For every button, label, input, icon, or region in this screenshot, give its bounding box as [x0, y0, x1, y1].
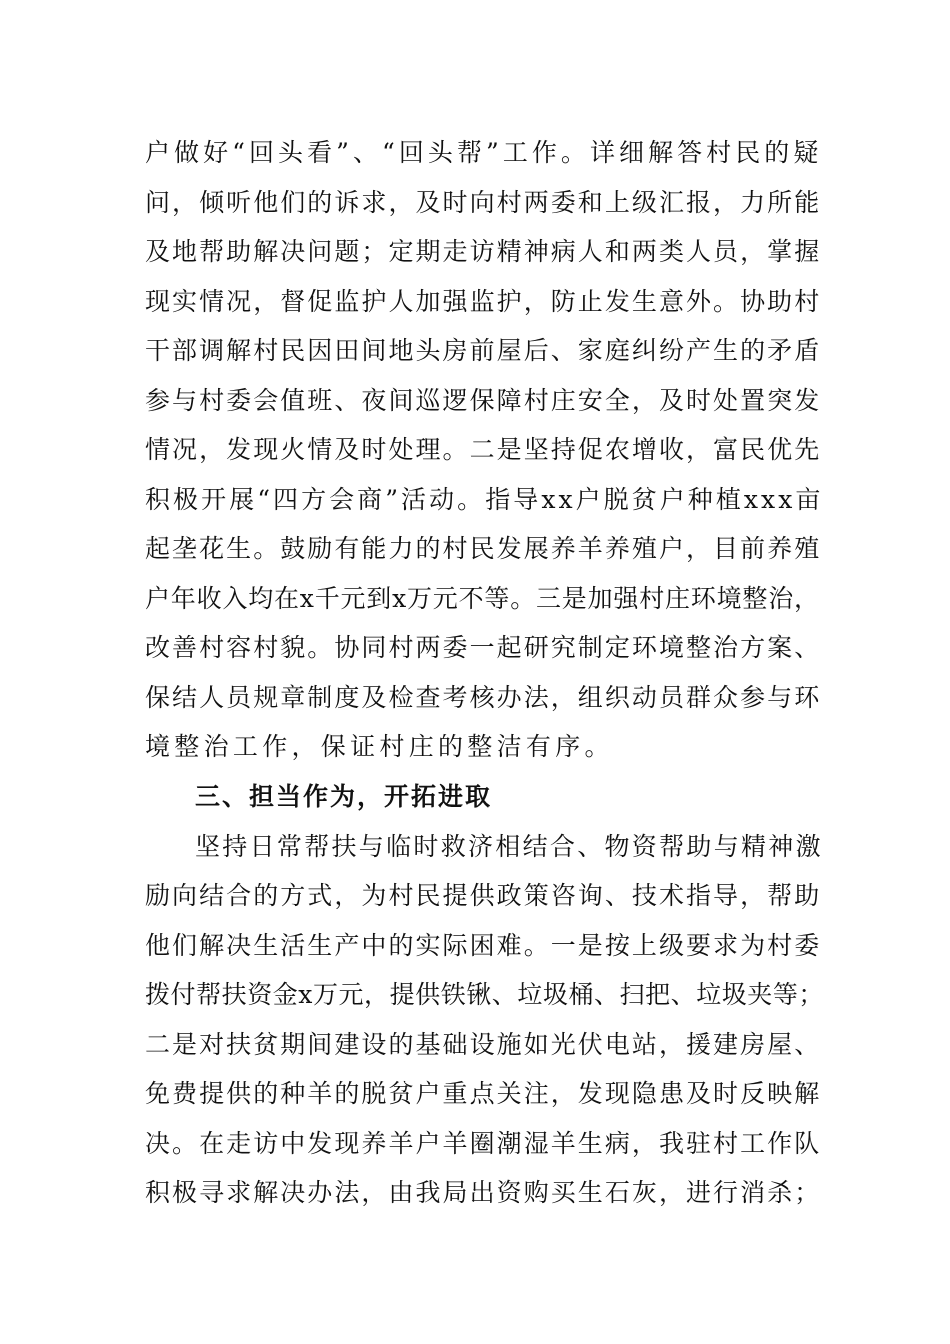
body-text-line: 及地帮助解决问题；定期走访精神病人和两类人员，掌握: [145, 237, 822, 266]
body-text-line: 决。在走访中发现养羊户羊圈潮湿羊生病，我驻村工作队: [145, 1129, 822, 1158]
body-text-line: 坚持日常帮扶与临时救济相结合、物资帮助与精神激: [195, 832, 823, 861]
body-text-line: 户年收入均在x千元到x万元不等。三是加强村庄环境整治，: [145, 584, 820, 613]
body-text-line: 拨付帮扶资金x万元，提供铁锹、垃圾桶、扫把、垃圾夹等；: [145, 980, 824, 1009]
body-text-line: 二是对扶贫期间建设的基础设施如光伏电站，援建房屋、: [145, 1030, 822, 1059]
body-text-line: 改善村容村貌。协同村两委一起研究制定环境整治方案、: [145, 633, 822, 662]
body-text-line: 保结人员规章制度及检查考核办法，组织动员群众参与环: [145, 683, 822, 712]
section-heading: 三、担当作为，开拓进取: [195, 782, 493, 811]
body-text-line: 他们解决生活生产中的实际困难。一是按上级要求为村委: [145, 931, 822, 960]
body-text-line: 户做好“回头看”、“回头帮”工作。详细解答村民的疑: [145, 138, 823, 167]
body-text-line: 积极开展“四方会商”活动。指导xx户脱贫户种植xxx亩: [145, 485, 824, 514]
body-text-line: 积极寻求解决办法，由我局出资购买生石灰，进行消杀；: [145, 1178, 822, 1207]
body-text-line: 起垄花生。鼓励有能力的村民发展养羊养殖户，目前养殖: [145, 534, 822, 563]
body-text-line: 干部调解村民因田间地头房前屋后、家庭纠纷产生的矛盾: [145, 336, 822, 365]
body-text-line: 免费提供的种羊的脱贫户重点关注，发现隐患及时反映解: [145, 1079, 822, 1108]
body-text-line: 境整治工作，保证村庄的整洁有序。: [145, 732, 614, 761]
body-text-line: 现实情况，督促监护人加强监护，防止发生意外。协助村: [145, 287, 822, 316]
body-text-line: 参与村委会值班、夜间巡逻保障村庄安全，及时处置突发: [145, 386, 822, 415]
body-text-line: 情况，发现火情及时处理。二是坚持促农增收，富民优先: [145, 435, 822, 464]
body-text-line: 励向结合的方式，为村民提供政策咨询、技术指导，帮助: [145, 881, 822, 910]
body-text-line: 问，倾听他们的诉求，及时向村两委和上级汇报，力所能: [145, 188, 822, 217]
